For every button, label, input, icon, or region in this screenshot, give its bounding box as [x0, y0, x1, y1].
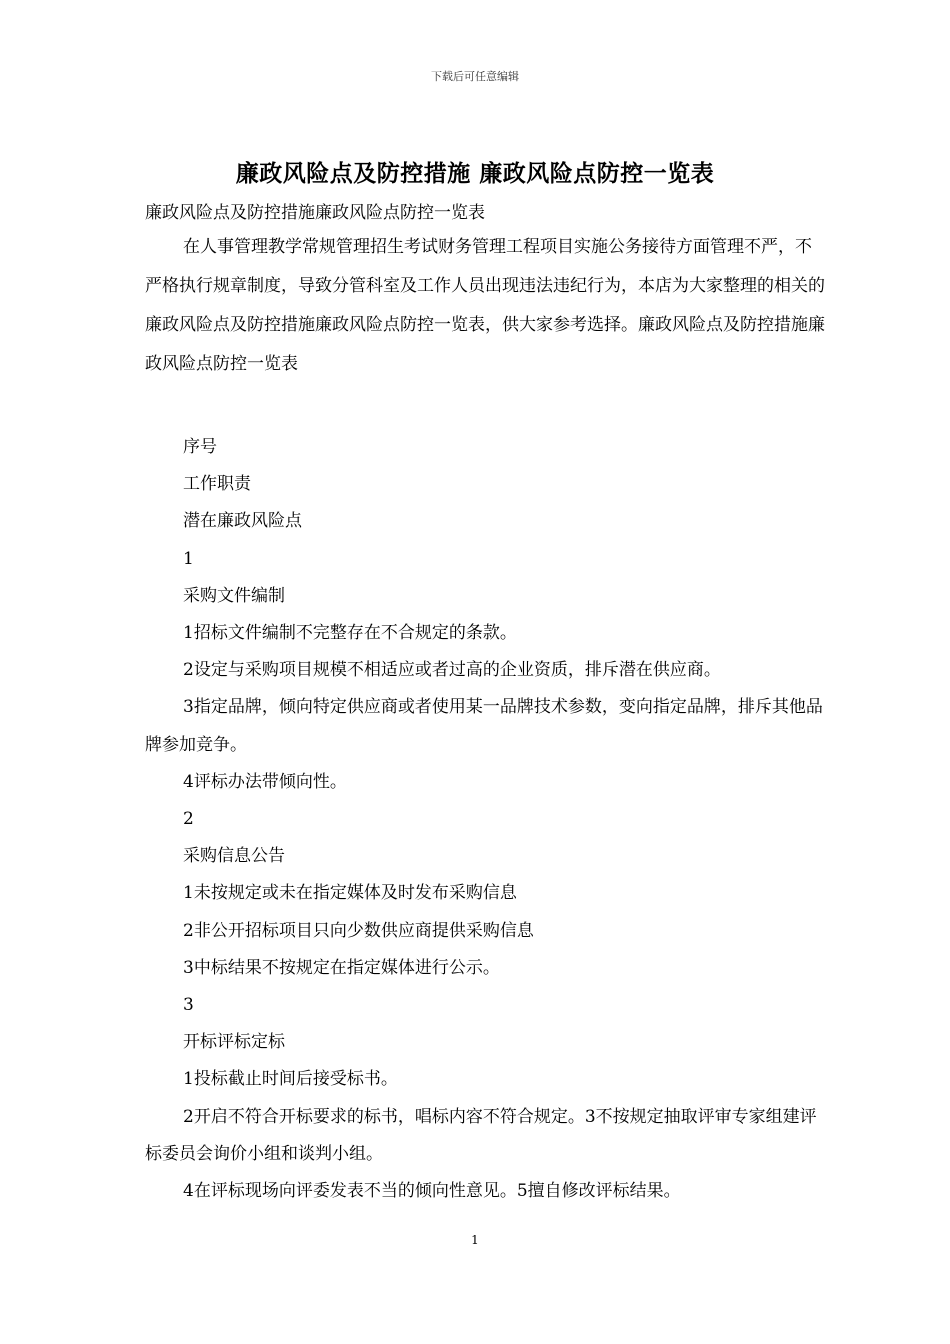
document-body [145, 198, 825, 1210]
risk-item: 3中标结果不按规定在指定媒体进行公示。 [183, 957, 500, 978]
section-duty: 采购信息公告 [183, 846, 285, 867]
risk-item: 2非公开招标项目只向少数供应商提供采购信息 [183, 920, 534, 941]
document-subtitle: 廉政风险点及防控措施廉政风险点防控一览表 [145, 203, 485, 223]
page-header-note: 下载后可任意编辑 [431, 70, 519, 83]
risk-item: 3指定品牌，倾向特定供应商或者使用某一品牌技术参数，变向指定品牌，排斥其他品牌参加竞争。 [145, 697, 823, 755]
section-seq: 3 [183, 995, 194, 1016]
risk-item: 4评标办法带倾向性。 [183, 771, 347, 792]
risk-item: 2设定与采购项目规模不相适应或者过高的企业资质，排斥潜在供应商。 [183, 660, 721, 681]
intro-paragraph: 在人事管理教学常规管理招生考试财务管理工程项目实施公务接待方面管理不严，不严格执行规章制度，导致分管科室及工作人员出现违法违纪行为，本店为大家整理的相关的廉政风险点及防控措施廉政风险点防控一览表，供大家参考选择。廉政风险点及防控措施廉政风险点防控一览表 [145, 237, 825, 374]
section-duty: 开标评标定标 [183, 1032, 285, 1053]
page-number: 1 [471, 1233, 479, 1247]
table-header-risk: 潜在廉政风险点 [183, 511, 302, 532]
risk-item: 1招标文件编制不完整存在不合规定的条款。 [183, 623, 517, 644]
risk-item: 1未按规定或未在指定媒体及时发布采购信息 [183, 883, 517, 904]
section-seq: 1 [183, 548, 194, 569]
risk-item: 4在评标现场向评委发表不当的倾向性意见。5擅自修改评标结果。 [183, 1181, 681, 1202]
section-duty: 采购文件编制 [183, 585, 285, 606]
document-title: 廉政风险点及防控措施 廉政风险点防控一览表 [235, 160, 715, 187]
section-seq: 2 [183, 809, 194, 830]
table-header-duty: 工作职责 [183, 474, 251, 495]
risk-item: 2开启不符合开标要求的标书，唱标内容不符合规定。3不按规定抽取评审专家组建评标委员会询价小组和谈判小组。 [145, 1106, 817, 1164]
risk-item: 1投标截止时间后接受标书。 [183, 1069, 398, 1090]
table-header-seq: 序号 [183, 437, 217, 457]
